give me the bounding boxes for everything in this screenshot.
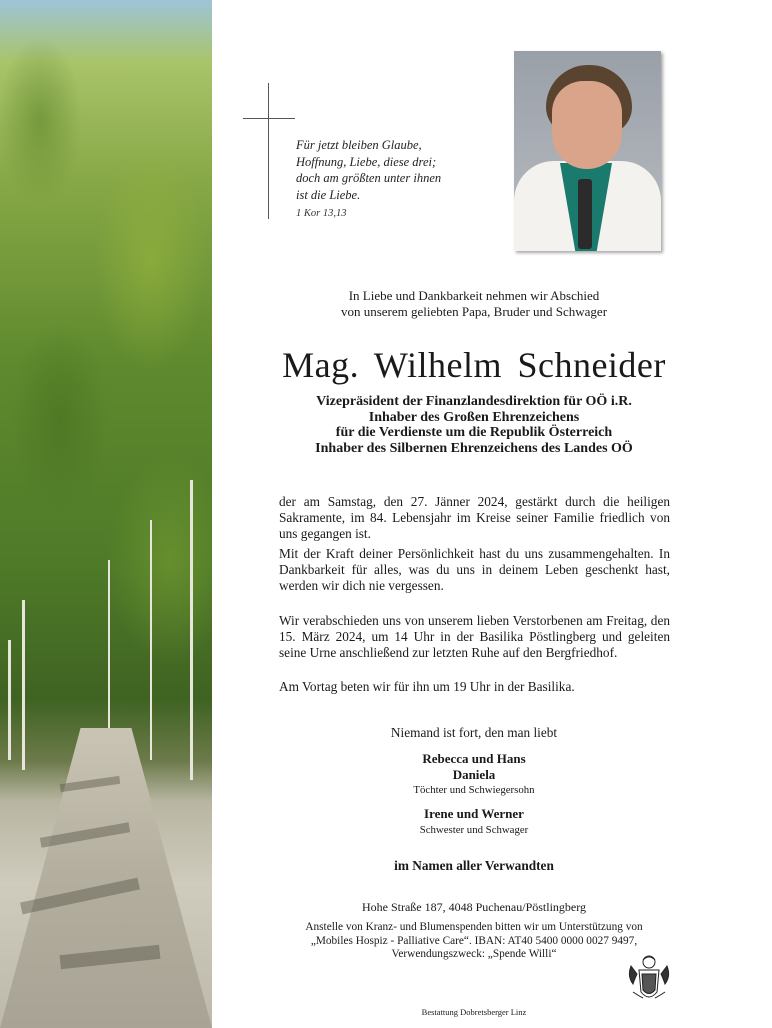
- donation-line: Anstelle von Kranz- und Blumenspenden bitten wir um Unterstützung von: [305, 921, 643, 933]
- title-line: Inhaber des Silbernen Ehrenzeichens des Landes OÖ: [315, 440, 633, 456]
- mourner-role: Töchter und Schwiegersohn: [413, 784, 535, 796]
- donation-line: Verwendungszweck: „Spende Willi“: [391, 948, 557, 960]
- verse-line: ist die Liebe.: [296, 187, 361, 202]
- farewell-intro: [278, 288, 670, 319]
- deceased-name: Mag. Wilhelm Schneider: [282, 345, 666, 385]
- all-relatives: im Namen aller Verwandten: [394, 858, 554, 873]
- donation-line: „Mobiles Hospiz - Palliative Care“. IBAN: AT40 5400 0000 0027 9497,: [310, 934, 638, 947]
- verse-line: doch am größten unter ihnen: [296, 171, 442, 185]
- motto: Niemand ist fort, den man liebt: [390, 725, 558, 740]
- intro-line: von unserem geliebten Papa, Bruder und Schwager: [340, 303, 608, 319]
- address: Hohe Straße 187, 4048 Puchenau/Pöstlingberg: [361, 900, 587, 914]
- mourner-names: Daniela: [452, 767, 496, 782]
- tribute-paragraph: Mit der Kraft deiner Persönlichkeit hast du uns zusammengehalten. In Dankbarkeit für alles, was du uns in deinem Leben geschenkt hast, werden wir dich nie vergessen.: [279, 546, 670, 593]
- family-crest-icon: [625, 952, 673, 1004]
- title-line: Vizepräsident der Finanzlandesdirektion für OÖ i.R.: [316, 394, 632, 409]
- deceased-titles: [278, 394, 670, 456]
- cross-vertical: [268, 83, 269, 219]
- title-line: Inhaber des Großen Ehrenzeichens: [368, 409, 580, 425]
- mourner-names: Irene und Werner: [424, 806, 524, 821]
- death-notice-paragraph: der am Samstag, den 27. Jänner 2024, gestärkt durch die heiligen Sakramente, im 84. Lebensjahr im Kreise seiner Familie friedlich von uns gegangen ist.: [279, 494, 670, 541]
- prayer-paragraph: Am Vortag beten wir für ihn um 19 Uhr in der Basilika.: [279, 679, 575, 694]
- mourner-role: Schwester und Schwager: [419, 824, 529, 836]
- verse-reference: 1 Kor 13,13: [296, 208, 347, 219]
- mourner-names: Rebecca und Hans: [422, 751, 526, 766]
- verse-line: Hoffnung, Liebe, diese drei;: [296, 154, 437, 169]
- bible-verse: [296, 137, 496, 203]
- cross-horizontal: [243, 118, 295, 119]
- funeral-home: Bestattung Dobretsberger Linz: [421, 1007, 527, 1017]
- donation-request: [278, 921, 670, 962]
- intro-line: In Liebe und Dankbarkeit nehmen wir Abschied: [348, 288, 600, 303]
- funeral-details-paragraph: Wir verabschieden uns von unserem lieben Verstorbenen am Freitag, den 15. März 2024, um 14 Uhr in der Basilika Pöstlingberg und geleiten seine Urne anschließend zur letzten Ruhe auf den Bergfriedhof.: [279, 613, 670, 660]
- title-line: für die Verdienste um die Republik Österreich: [335, 425, 613, 440]
- verse-line: Für jetzt bleiben Glaube,: [296, 138, 422, 152]
- portrait-photo: [514, 51, 661, 251]
- birch-alley-photo: [0, 0, 212, 1028]
